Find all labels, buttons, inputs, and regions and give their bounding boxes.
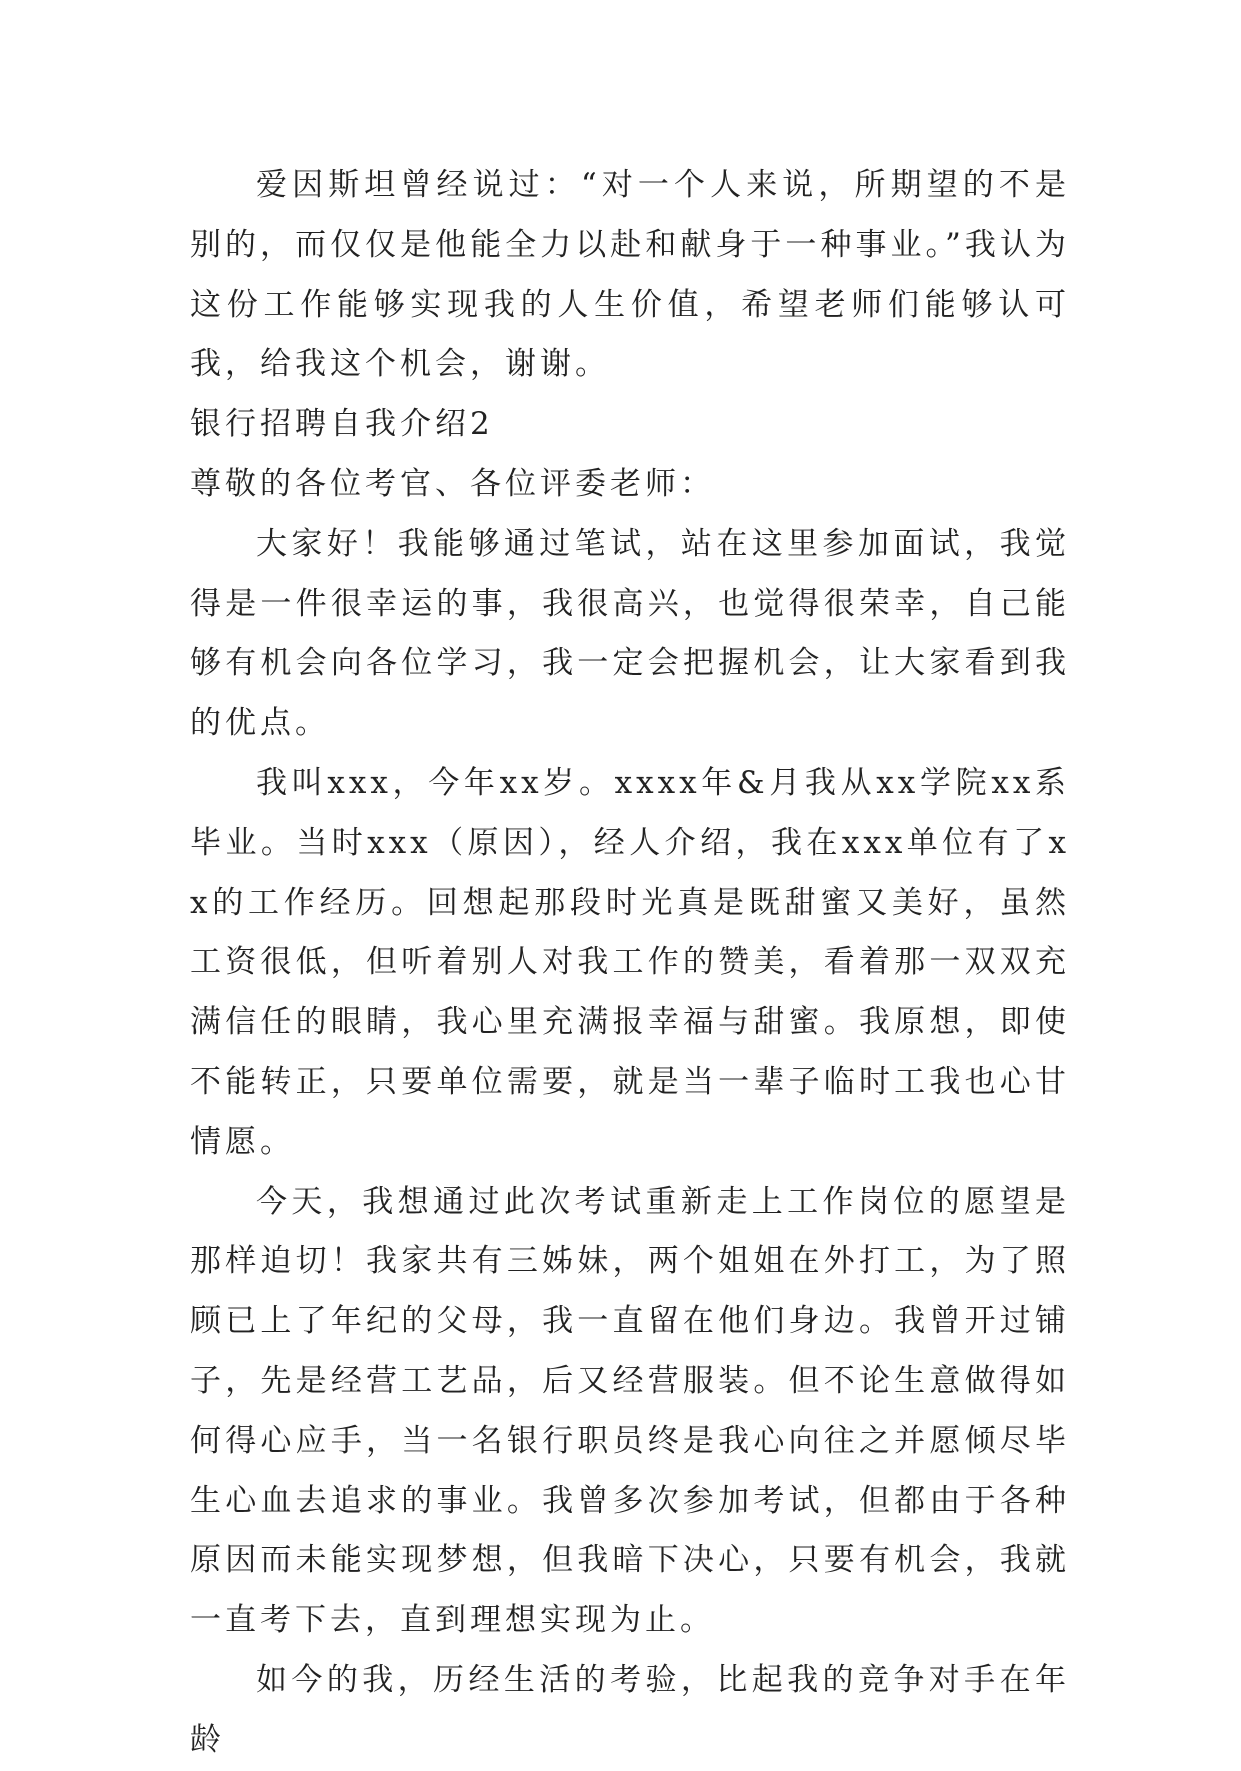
document-body bbox=[190, 156, 1070, 1771]
paragraph-motivation: 今天，我想通过此次考试重新走上工作岗位的愿望是那样迫切！我家共有三姊妹，两个姐姐在外打工，为了照顾已上了年纪的父母，我一直留在他们身边。我曾开过铺子，先是经营工艺品，后又经营服装。但不论生意做得如何得心应手，当一名银行职员终是我心向往之并愿倾尽毕生心血去追求的事业。我曾多次参加考试，但都由于各种原因而未能实现梦想，但我暗下决心，只要有机会，我就一直考下去，直到理想实现为止。 bbox=[190, 1183, 1070, 1639]
paragraph-einstein-quote: 爱因斯坦曾经说过：“对一个人来说，所期望的不是别的，而仅仅是他能全力以赴和献身于一种事业。”我认为这份工作能够实现我的人生价值，希望老师们能够认可我，给我这个机会，谢谢。 bbox=[190, 167, 1070, 383]
salutation: 尊敬的各位考官、各位评委老师： bbox=[190, 465, 715, 502]
paragraph-greeting: 大家好！我能够通过笔试，站在这里参加面试，我觉得是一件很幸运的事，我很高兴，也觉得很荣幸，自己能够有机会向各位学习，我一定会把握机会，让大家看到我的优点。 bbox=[190, 525, 1070, 742]
paragraph-current: 如今的我，历经生活的考验，比起我的竞争对手在年龄 bbox=[190, 1661, 1070, 1758]
paragraph-background: 我叫xxx，今年xx岁。xxxx年&月我从xx学院xx系毕业。当时xxx（原因），经人介绍，我在xxx单位有了xx的工作经历。回想起那段时光真是既甜蜜又美好，虽然工资很低，但听着别人对我工作的赞美，看着那一双双充满信任的眼睛，我心里充满报幸福与甜蜜。我原想，即使不能转正，只要单位需要，就是当一辈子临时工我也心甘情愿。 bbox=[190, 764, 1070, 1160]
section-heading: 银行招聘自我介绍2 bbox=[190, 406, 494, 443]
